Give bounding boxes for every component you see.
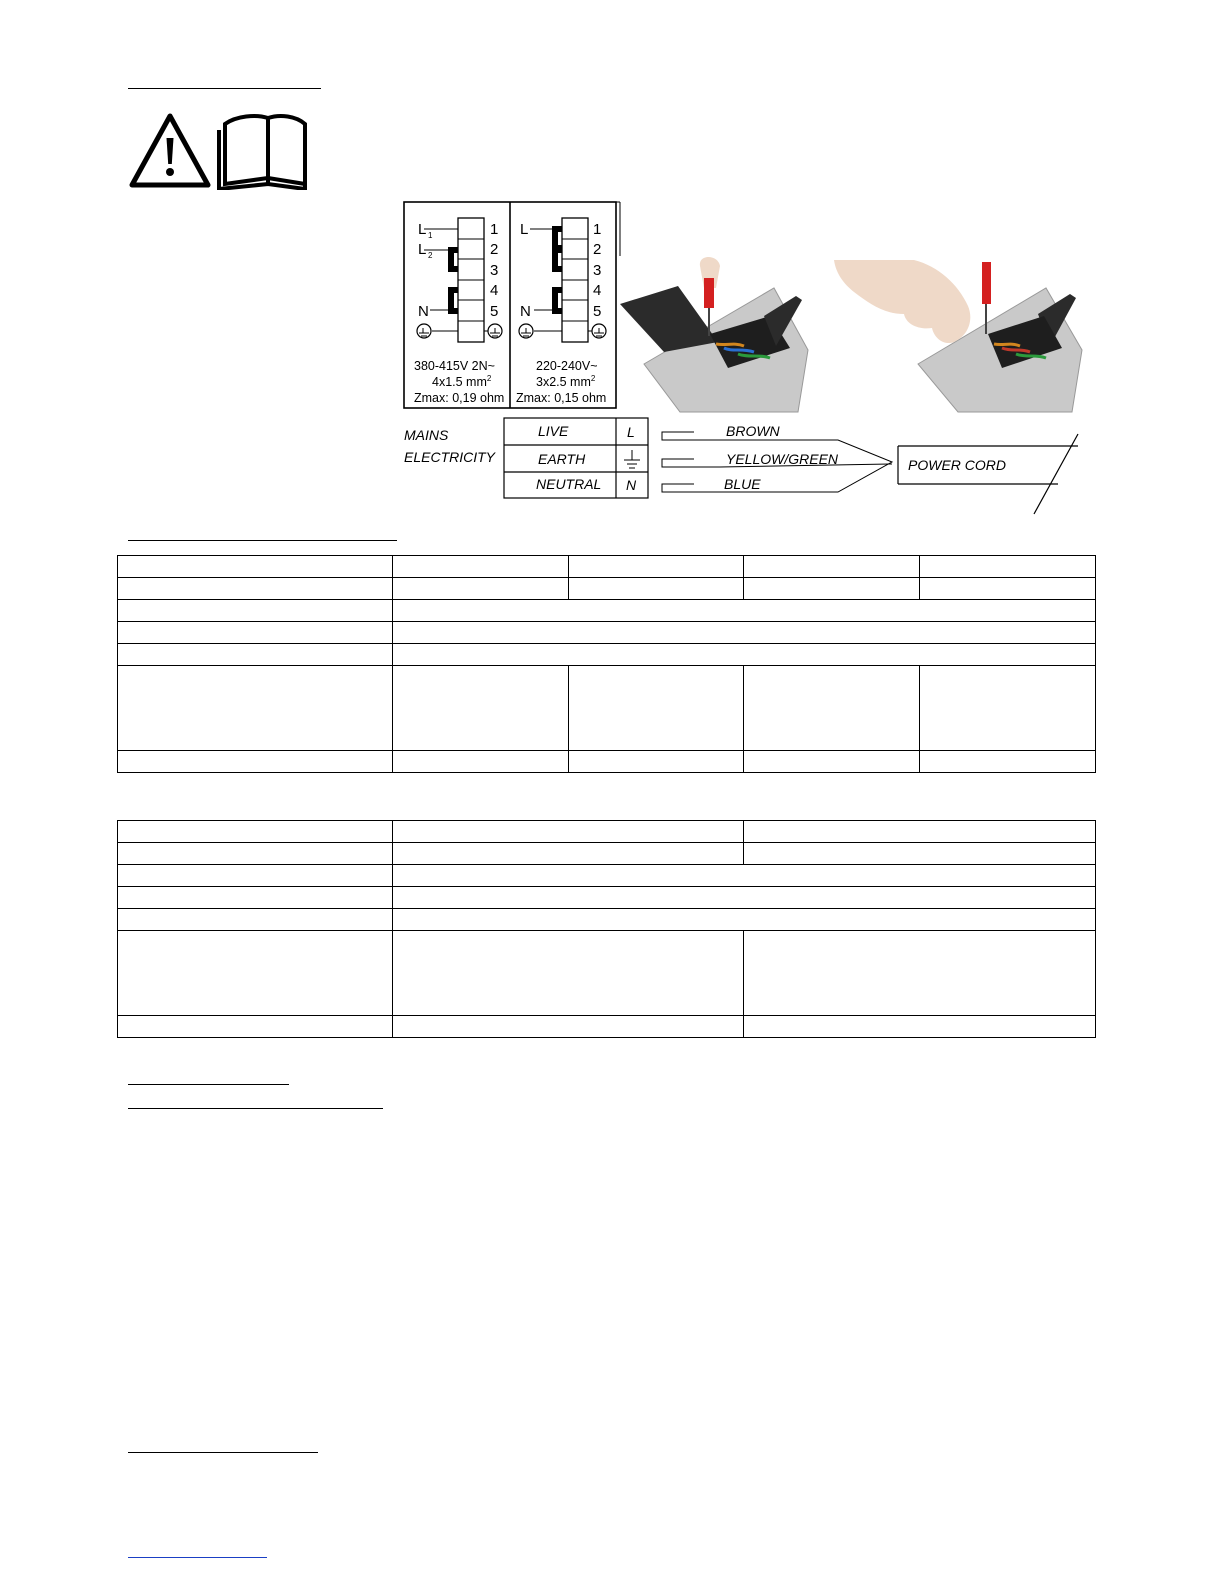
blue-wire-label: BLUE <box>724 476 761 492</box>
label-n: N <box>520 303 531 320</box>
terminal-number: 5 <box>593 303 602 320</box>
mains-label: MAINS <box>404 427 449 443</box>
terminal-number: 3 <box>593 262 602 279</box>
table-row <box>118 600 1096 622</box>
table-cell <box>118 600 393 622</box>
table-cell <box>569 666 744 751</box>
cable-size: 4x1.5 $mm^2$ <box>432 374 492 389</box>
terminal-number: 2 <box>593 241 602 258</box>
table-cell <box>744 931 1096 1016</box>
table-cell <box>118 644 393 666</box>
earth-label: EARTH <box>538 451 586 467</box>
label-l2-sub: 2 <box>428 251 433 260</box>
safety-icons <box>128 112 310 190</box>
neutral-label: NEUTRAL <box>536 476 602 492</box>
read-manual-icon <box>219 116 305 189</box>
table-row <box>118 887 1096 909</box>
table-row <box>118 843 1096 865</box>
heading-rule-section-c <box>128 1452 318 1453</box>
brown-wire-label: BROWN <box>726 423 780 439</box>
table-row <box>118 909 1096 931</box>
electricity-label: ELECTRICITY <box>404 449 496 465</box>
voltage-label: 220-240V~ <box>536 359 598 373</box>
table-row <box>118 666 1096 751</box>
table-cell <box>118 931 393 1016</box>
terminal-number: 2 <box>490 241 499 258</box>
table-row <box>118 865 1096 887</box>
wiring-diagram <box>398 196 1098 518</box>
table-row <box>118 821 1096 843</box>
terminal-number: 3 <box>490 262 499 279</box>
heading-rule-section-b <box>128 1108 383 1109</box>
voltage-label: 380-415V 2N~ <box>414 359 495 373</box>
terminal-number: 4 <box>593 282 602 299</box>
label-l1-sub: 1 <box>428 231 433 240</box>
table-cell <box>744 751 920 773</box>
table-row <box>118 622 1096 644</box>
cable-size: 3x2.5 $mm^2$ <box>536 374 596 389</box>
table-cell <box>569 578 744 600</box>
heading-rule-top <box>128 88 321 89</box>
table-cell <box>393 600 1096 622</box>
live-symbol: L <box>627 424 635 440</box>
table-cell <box>920 751 1096 773</box>
table-cell <box>393 865 1096 887</box>
table-cell <box>744 578 920 600</box>
terminal-number: 1 <box>593 221 602 238</box>
table-cell <box>393 1016 744 1038</box>
table-cell <box>118 909 393 931</box>
table-cell <box>118 578 393 600</box>
table-cell <box>393 887 1096 909</box>
table-cell <box>393 644 1096 666</box>
table-cell <box>920 556 1096 578</box>
terminal-cover-illustration-1 <box>620 257 808 412</box>
table-cell <box>118 1016 393 1038</box>
power-cord-label: POWER CORD <box>908 457 1006 473</box>
terminal-number: 5 <box>490 303 499 320</box>
table-cell <box>393 578 569 600</box>
terminal-cover-illustration-2 <box>834 260 1082 412</box>
table-cell <box>393 556 569 578</box>
table-cell <box>393 751 569 773</box>
table-row <box>118 931 1096 1016</box>
neutral-symbol: N <box>626 477 637 493</box>
table-cell <box>118 821 393 843</box>
terminal-box-panel <box>404 202 620 408</box>
label-n: N <box>418 303 429 320</box>
table-cell <box>744 843 1096 865</box>
table-cell <box>569 556 744 578</box>
zmax-label: Zmax: 0,19 ohm <box>414 391 505 405</box>
table-row <box>118 751 1096 773</box>
spec-table-2 <box>117 820 1096 1038</box>
table-cell <box>118 622 393 644</box>
table-cell <box>569 751 744 773</box>
table-cell <box>393 666 569 751</box>
table-row <box>118 1016 1096 1038</box>
table-cell <box>744 666 920 751</box>
zmax-label: Zmax: 0,15 ohm <box>516 391 607 405</box>
terminal-number: 1 <box>490 221 499 238</box>
warning-triangle-icon <box>132 116 208 185</box>
table-row <box>118 644 1096 666</box>
table-cell <box>118 751 393 773</box>
table-cell <box>393 909 1096 931</box>
table-cell <box>920 578 1096 600</box>
label-l1: L <box>418 221 427 238</box>
terminal-number: 4 <box>490 282 499 299</box>
table-cell <box>118 887 393 909</box>
table-cell <box>118 556 393 578</box>
table-cell <box>393 821 744 843</box>
table-cell <box>744 556 920 578</box>
heading-rule-section-a <box>128 1084 289 1085</box>
mains-legend <box>404 418 1078 514</box>
table-row <box>118 556 1096 578</box>
table-cell <box>118 865 393 887</box>
table-cell <box>393 622 1096 644</box>
spec-table-1 <box>117 555 1096 773</box>
table-cell <box>920 666 1096 751</box>
table-cell <box>118 843 393 865</box>
link-underline[interactable] <box>128 1557 267 1558</box>
live-label: LIVE <box>538 423 569 439</box>
table-cell <box>393 931 744 1016</box>
label-l2: L <box>418 241 427 258</box>
label-l: L <box>520 221 529 238</box>
yellow-green-wire-label: YELLOW/GREEN <box>726 451 839 467</box>
table-cell <box>744 1016 1096 1038</box>
table-row <box>118 578 1096 600</box>
table-cell <box>744 821 1096 843</box>
table-cell <box>393 843 744 865</box>
heading-rule-technical-data <box>128 540 397 541</box>
table-cell <box>118 666 393 751</box>
